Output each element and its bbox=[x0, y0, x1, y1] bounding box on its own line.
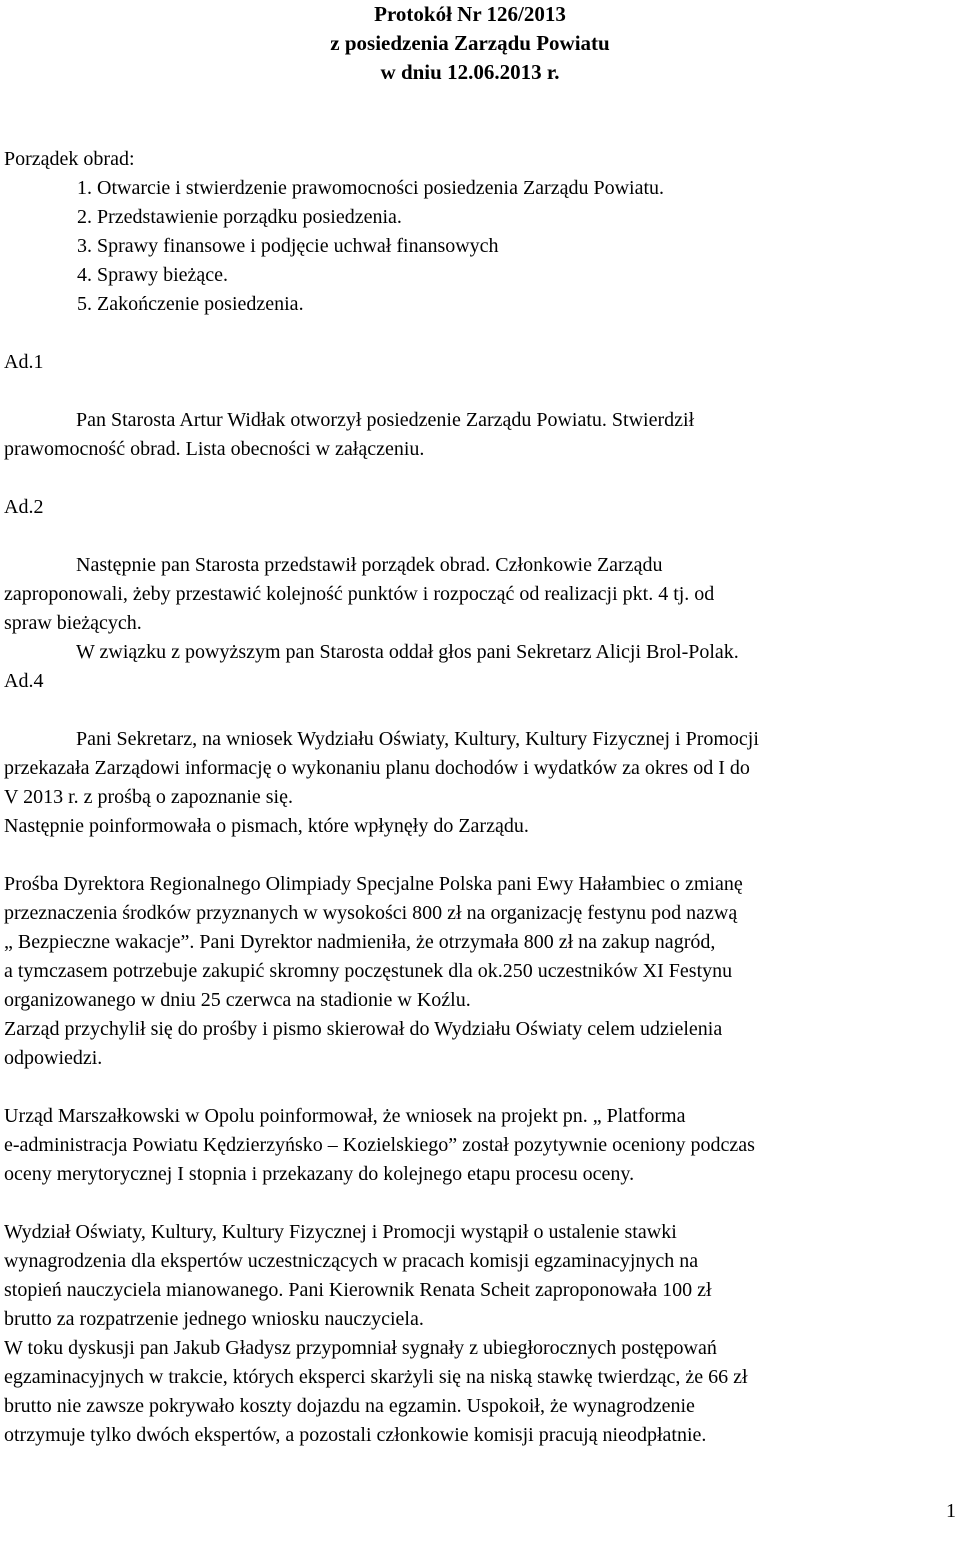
paragraph-line: spraw bieżących. bbox=[4, 612, 142, 634]
paragraph-line: Następnie pan Starosta przedstawił porządek obrad. Członkowie Zarządu bbox=[76, 554, 663, 576]
document-header bbox=[0, 0, 944, 87]
paragraph-line: Urząd Marszałkowski w Opolu poinformował, że wniosek na projekt pn. „ Platforma bbox=[4, 1105, 686, 1127]
paragraph-line: odpowiedzi. bbox=[4, 1047, 103, 1069]
paragraph-line: wynagrodzenia dla ekspertów uczestniczących w pracach komisji egzaminacyjnych na bbox=[4, 1250, 699, 1272]
agenda-item: 3. Sprawy finansowe i podjęcie uchwał finansowych bbox=[77, 235, 499, 257]
agenda-item: 5. Zakończenie posiedzenia. bbox=[77, 293, 304, 315]
paragraph bbox=[4, 870, 952, 1073]
paragraph-line: organizowanego w dniu 25 czerwca na stadionie w Koźlu. bbox=[4, 989, 471, 1011]
paragraph-line: V 2013 r. z prośbą o zapoznanie się. bbox=[4, 786, 293, 808]
paragraph-line: przekazała Zarządowi informację o wykonaniu planu dochodów i wydatków za okres od I do bbox=[4, 757, 750, 779]
agenda-section bbox=[4, 145, 952, 319]
paragraph-line: Pani Sekretarz, na wniosek Wydziału Oświaty, Kultury, Kultury Fizycznej i Promocji bbox=[76, 728, 759, 750]
paragraph-line: prawomocność obrad. Lista obecności w załączeniu. bbox=[4, 438, 425, 460]
page-number: 1 bbox=[946, 1500, 956, 1522]
ad1-heading: Ad.1 bbox=[4, 351, 44, 373]
paragraph-line: Wydział Oświaty, Kultury, Kultury Fizycznej i Promocji wystąpił o ustalenie stawki bbox=[4, 1221, 677, 1243]
paragraph-line: egzaminacyjnych w trakcie, których eksperci skarżyli się na niską stawkę twierdząc, że 66 zł bbox=[4, 1366, 748, 1388]
paragraph-line: Prośba Dyrektora Regionalnego Olimpiady Specjalne Polska pani Ewy Hałambiec o zmianę bbox=[4, 873, 743, 895]
paragraph-line: otrzymuje tylko dwóch ekspertów, a pozostali członkowie komisji pracują nieodpłatnie. bbox=[4, 1424, 707, 1446]
paragraph-line: a tymczasem potrzebuje zakupić skromny poczęstunek dla ok.250 uczestników XI Festynu bbox=[4, 960, 733, 982]
paragraph-line: brutto za rozpatrzenie jednego wniosku nauczyciela. bbox=[4, 1308, 424, 1330]
paragraph-line: brutto nie zawsze pokrywało koszty dojazdu na egzamin. Uspokoił, że wynagrodzenie bbox=[4, 1395, 695, 1417]
paragraph-line: zaproponowali, żeby przestawić kolejność punktów i rozpocząć od realizacji pkt. 4 tj. od bbox=[4, 583, 715, 605]
paragraph-line: Pan Starosta Artur Widłak otworzył posiedzenie Zarządu Powiatu. Stwierdził bbox=[76, 409, 695, 431]
paragraph bbox=[4, 1102, 952, 1189]
paragraph-line: „ Bezpieczne wakacje”. Pani Dyrektor nadmieniła, że otrzymała 800 zł na zakup nagród, bbox=[4, 931, 716, 953]
paragraph-line: W toku dyskusji pan Jakub Gładysz przypomniał sygnały z ubiegłorocznych postępowań bbox=[4, 1337, 717, 1359]
meeting-name: z posiedzenia Zarządu Powiatu bbox=[330, 31, 610, 55]
ad4-section bbox=[4, 667, 952, 1450]
paragraph-line: oceny merytorycznej I stopnia i przekazany do kolejnego etapu procesu oceny. bbox=[4, 1163, 635, 1185]
ad4-heading: Ad.4 bbox=[4, 670, 44, 692]
agenda-item: 2. Przedstawienie porządku posiedzenia. bbox=[77, 206, 402, 228]
paragraph-line: Następnie poinformowała o pismach, które wpłynęły do Zarządu. bbox=[4, 815, 529, 837]
ad2-heading: Ad.2 bbox=[4, 496, 44, 518]
paragraph-line: Zarząd przychylił się do prośby i pismo skierował do Wydziału Oświaty celem udzielenia bbox=[4, 1018, 723, 1040]
agenda-item: 4. Sprawy bieżące. bbox=[77, 264, 229, 286]
paragraph-line: przeznaczenia środków przyznanych w wysokości 800 zł na organizację festynu pod nazwą bbox=[4, 902, 738, 924]
ad2-section bbox=[4, 493, 952, 667]
agenda-title: Porządek obrad: bbox=[4, 148, 135, 170]
agenda-item: 1. Otwarcie i stwierdzenie prawomocności posiedzenia Zarządu Powiatu. bbox=[77, 177, 665, 199]
paragraph bbox=[4, 1218, 952, 1450]
paragraph-line: stopień nauczyciela mianowanego. Pani Kierownik Renata Scheit zaproponowała 100 zł bbox=[4, 1279, 712, 1301]
paragraph-line: e-administracja Powiatu Kędzierzyńsko – Kozielskiego” został pozytywnie oceniony podczas bbox=[4, 1134, 755, 1156]
paragraph-line: W związku z powyższym pan Starosta oddał głos pani Sekretarz Alicji Brol-Polak. bbox=[76, 641, 739, 663]
protocol-number: Protokół Nr 126/2013 bbox=[374, 2, 566, 26]
paragraph bbox=[4, 725, 952, 841]
ad1-section bbox=[4, 348, 952, 464]
meeting-date: w dniu 12.06.2013 r. bbox=[380, 60, 560, 84]
